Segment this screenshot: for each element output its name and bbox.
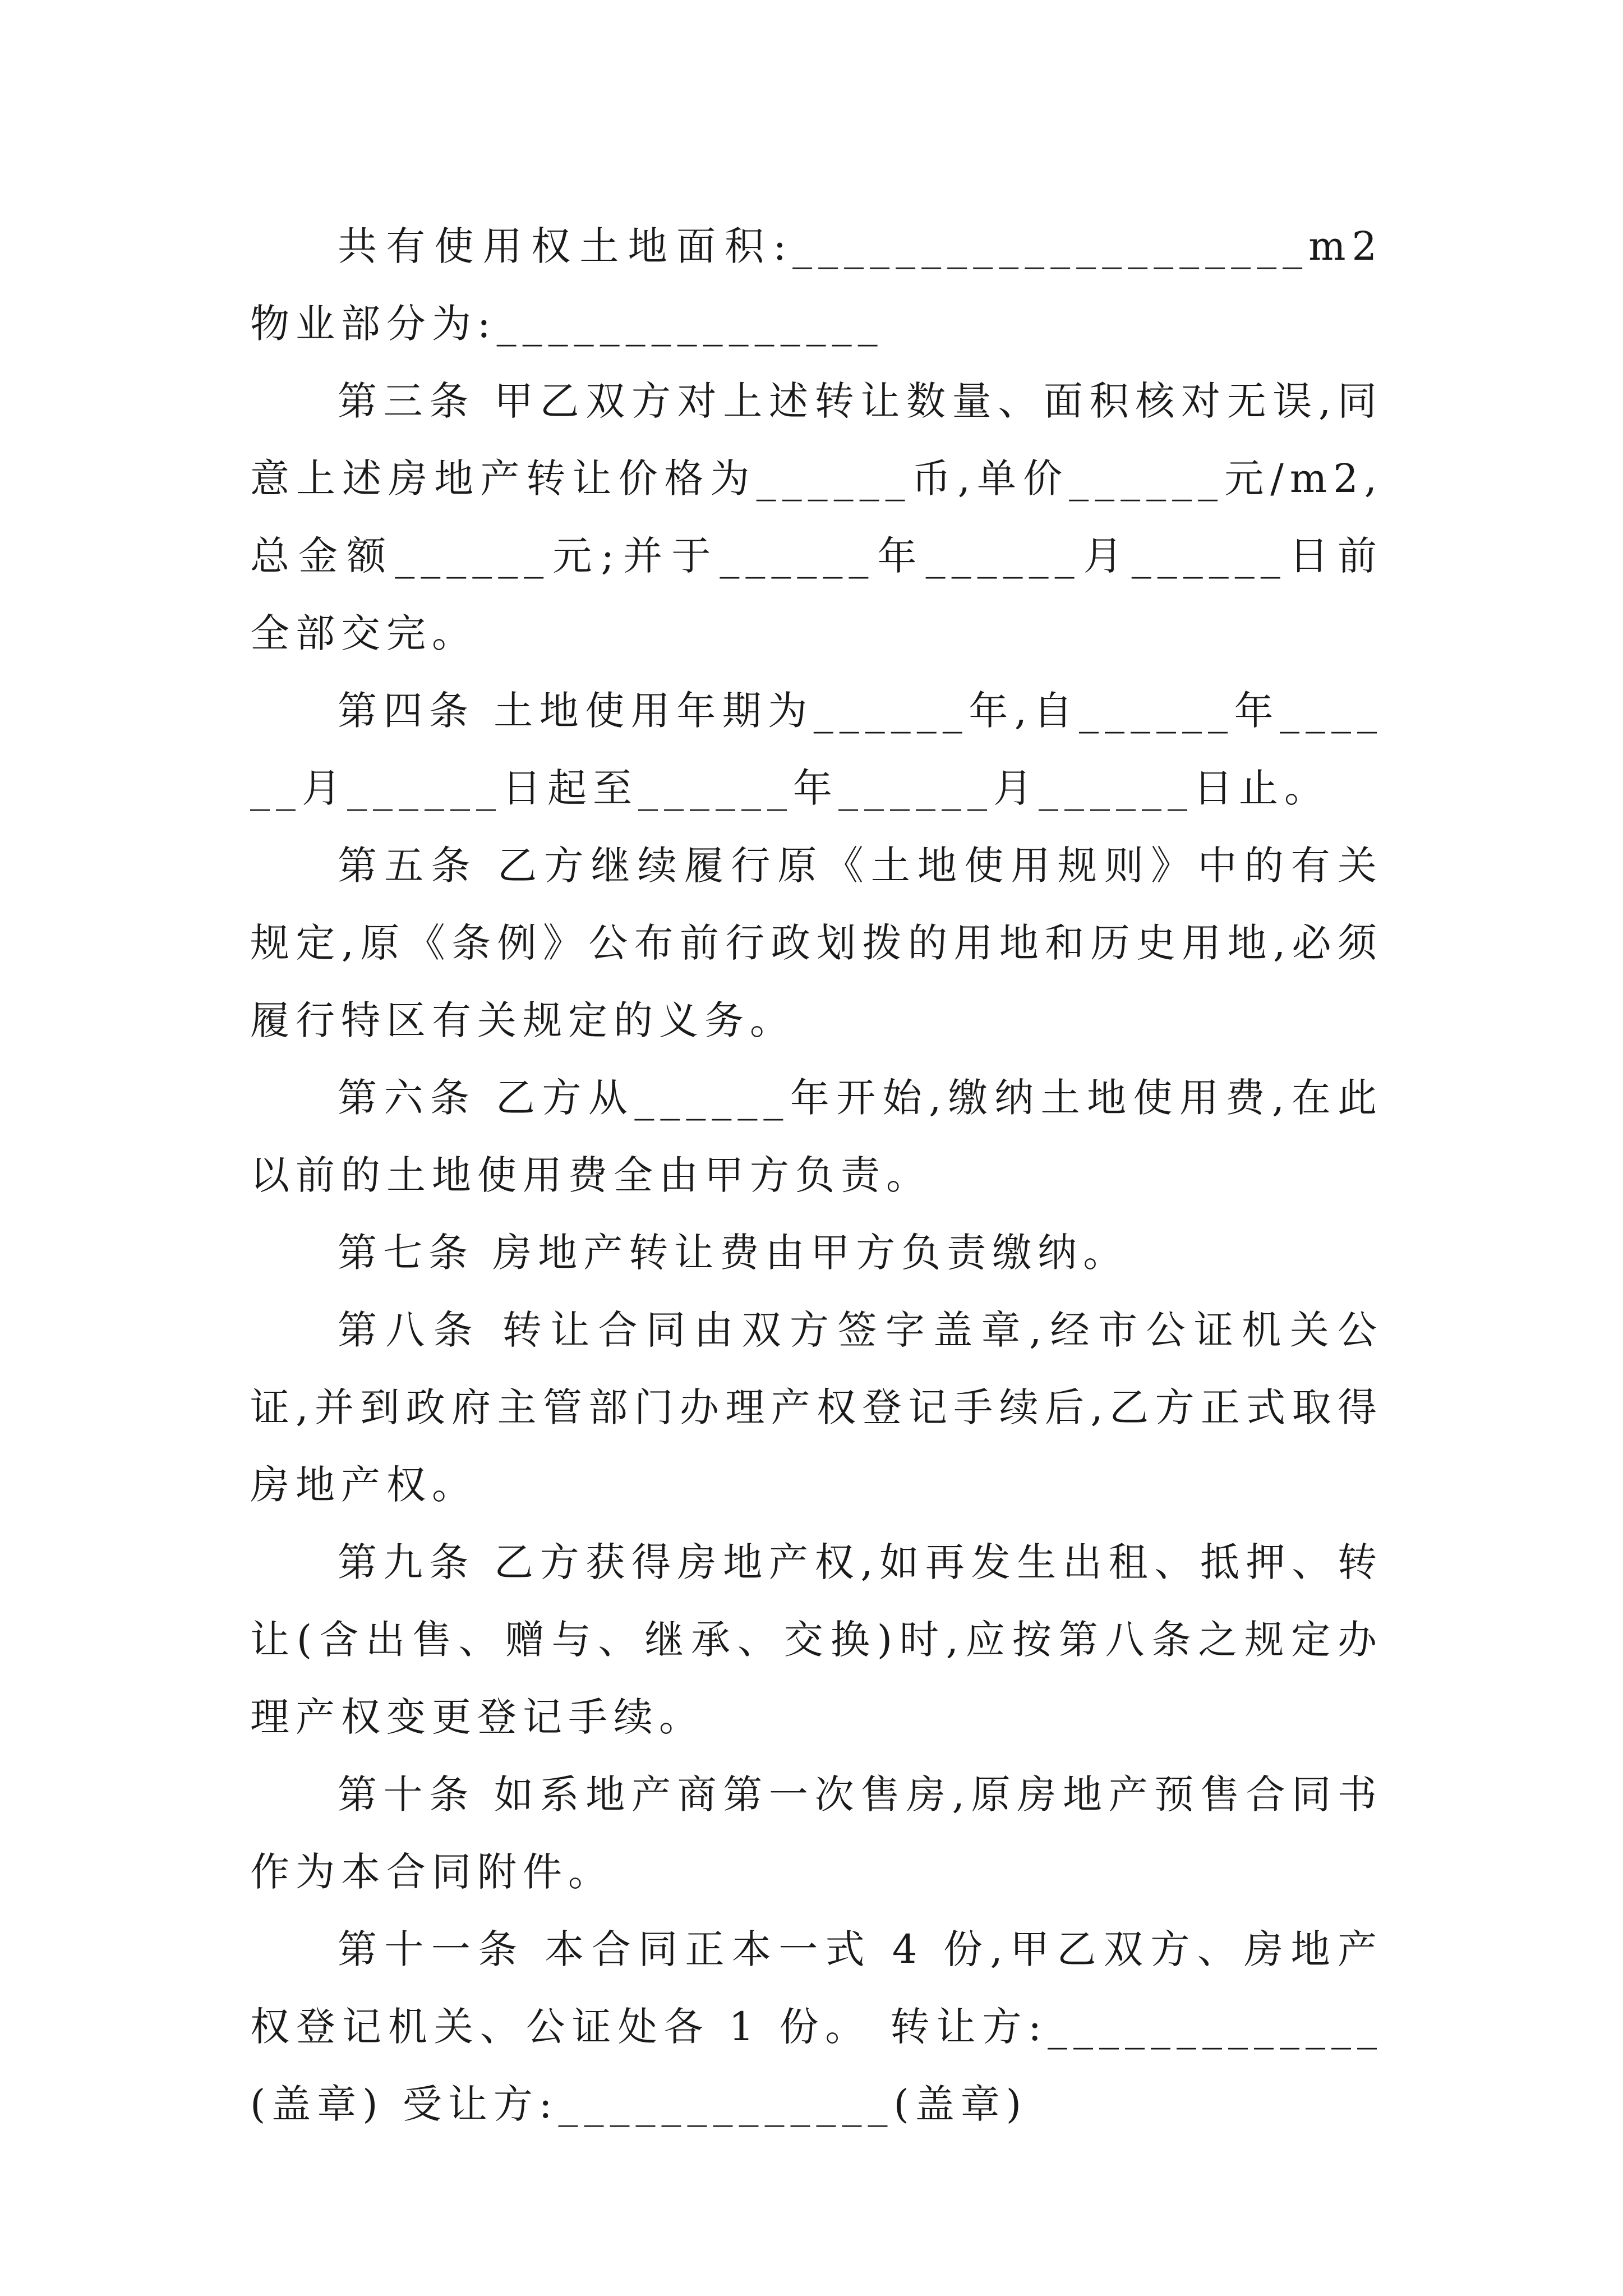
paragraph-article-9: 第九条 乙方获得房地产权,如再发生出租、抵押、转让(含出售、赠与、继承、交换)时,应按第八条之规定办理产权变更登记手续。: [250, 1539, 1383, 1740]
paragraph-article-6: 第六条 乙方从______年开始,缴纳土地使用费,在此以前的土地使用费全由甲方负责。: [250, 1075, 1383, 1198]
paragraph-land-area: 共有使用权土地面积:____________________m2 物业部分为:_______________: [250, 223, 1383, 347]
paragraph-article-11: 第十一条 本合同正本一式 4 份,甲乙双方、房地产权登记机关、公证处各 1 份。 转让方:_____________(盖章) 受让方:_____________(盖章): [250, 1926, 1383, 2127]
paragraph-article-3: 第三条 甲乙双方对上述转让数量、面积核对无误,同意上述房地产转让价格为______币,单价______元/m2,总金额______元;并于______年______月______日前全部交完。: [250, 378, 1383, 656]
paragraph-article-7: 第七条 房地产转让费由甲方负责缴纳。: [338, 1230, 1129, 1276]
paragraph-article-5: 第五条 乙方继续履行原《土地使用规则》中的有关规定,原《条例》公布前行政划拨的用地和历史用地,必须履行特区有关规定的义务。: [250, 843, 1383, 1043]
paragraph-article-8: 第八条 转让合同由双方签字盖章,经市公证机关公证,并到政府主管部门办理产权登记手续后,乙方正式取得房地产权。: [250, 1307, 1383, 1508]
document-body: [250, 208, 1383, 2143]
paragraph-article-4: 第四条 土地使用年期为______年,自______年______月______日起至______年______月______日止。: [250, 688, 1383, 811]
paragraph-article-10: 第十条 如系地产商第一次售房,原房地产预售合同书作为本合同附件。: [250, 1772, 1383, 1895]
